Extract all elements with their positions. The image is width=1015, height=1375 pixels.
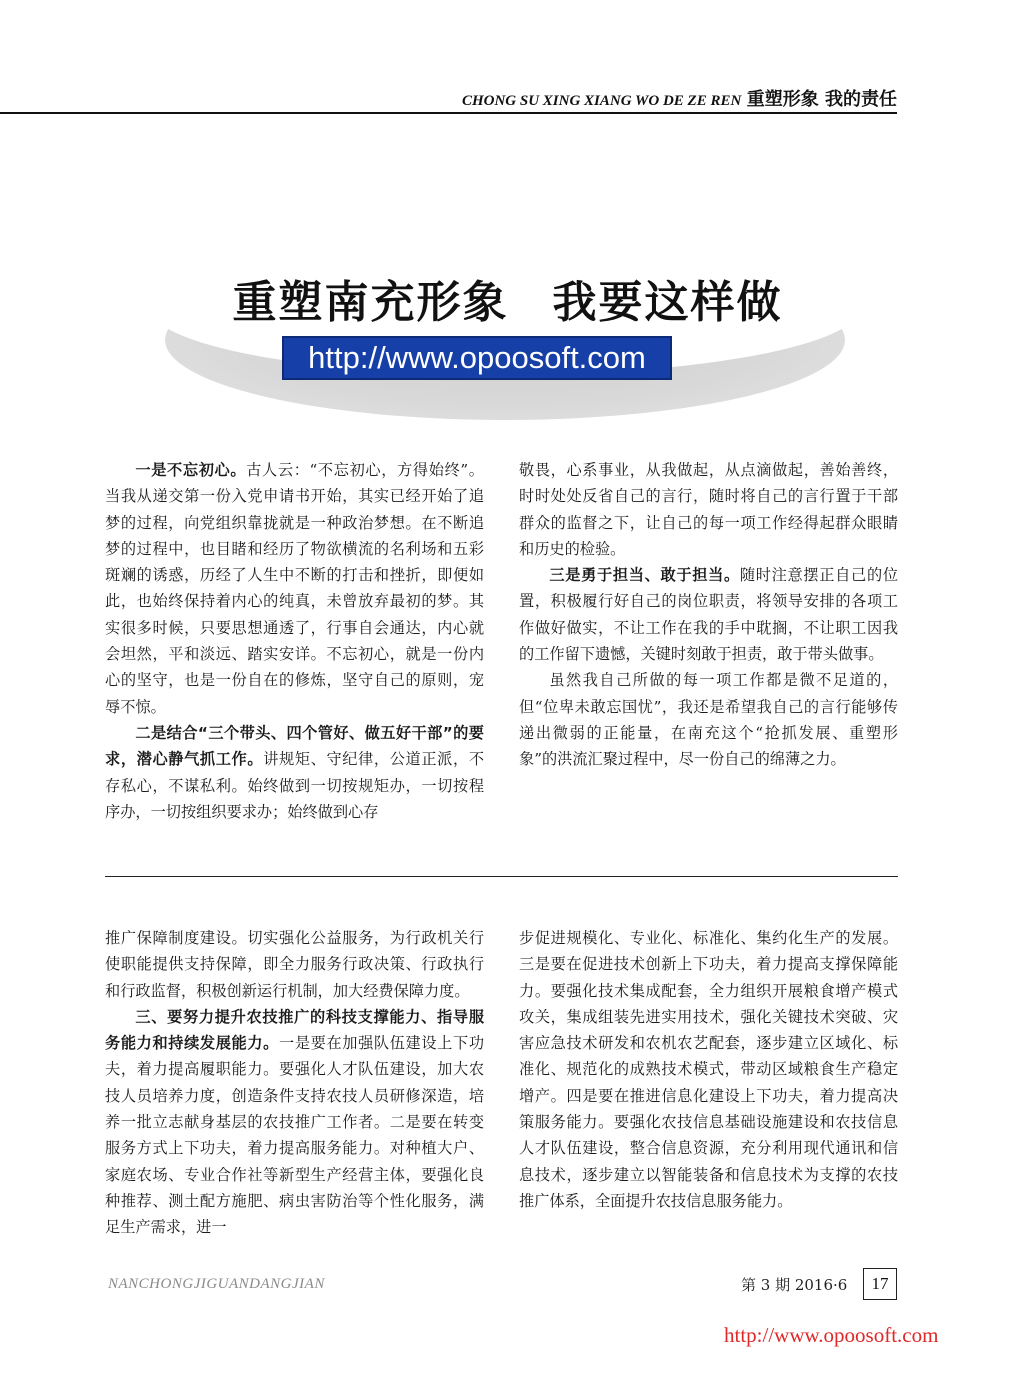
section-column-right — [519, 925, 898, 1214]
header-rule — [0, 112, 897, 114]
header-column-title: 重塑形象 我的责任 — [746, 89, 897, 110]
running-header — [462, 86, 897, 114]
paragraph — [105, 720, 484, 825]
paragraph-lead: 二是结合“三个带头、四个管好、做五好干部”的要求，潜心静气抓工作。 — [105, 723, 484, 769]
paragraph-text: 讲规矩、守纪律，公道正派，不存私心，不谋私利。始终做到一切按规矩办，一切按程序办，一切按组织要求办；始终做到心存 — [105, 750, 485, 821]
article-column-right — [519, 457, 898, 773]
paragraph — [519, 457, 898, 562]
paragraph — [519, 925, 898, 1214]
issue-label: 第 3 期 2016·6 — [741, 1276, 848, 1294]
page-number: 17 — [863, 1268, 897, 1300]
article-column-left — [105, 457, 484, 825]
watermark-url-link[interactable]: http://www.opoosoft.com — [724, 1323, 939, 1347]
paragraph — [519, 562, 898, 667]
paragraph-text: 随时注意摆正自己的位置，积极履行好自己的岗位职责，将领导安排的各项工作做好做实，不让工作在我的手中耽搁，不让职工因我的工作留下遗憾，关键时刻敢于担责，敢于带头做事。 — [519, 566, 899, 664]
paragraph-text: 步促进规模化、专业化、标准化、集约化生产的发展。三是要在促进技术创新上下功夫，着力提高支撑保障能力。要强化技术集成配套，全力组织开展粮食增产模式攻关，集成组装先进实用技术，强化关键技术突破、灾害应急技术研发和农机农艺配套，逐步建立区域化、标准化、规范化的成熟技术模式，带动区域粮食生产稳定增产。四是要在推进信息化建设上下功夫，着力提高决策服务能力。要强化农技信息基础设施建设和农技信息人才队伍建设，整合信息资源，充分利用现代通讯和信息技术，逐步建立以智能装备和信息技术为支撑的农技推广体系，全面提升农技信息服务能力。 — [519, 929, 898, 1210]
paragraph-text: 推广保障制度建设。切实强化公益服务，为行政机关行使职能提供支持保障，即全力服务行政决策、行政执行和行政监督，积极创新运行机制，加大经费保障力度。 — [105, 929, 484, 1000]
journal-name: NANCHONGJIGUANDANGJIAN — [108, 1276, 325, 1292]
paragraph-lead: 三是勇于担当、敢于担当。 — [549, 566, 740, 585]
paragraph — [519, 667, 898, 772]
paragraph-text: 敬畏，心系事业，从我做起，从点滴做起，善始善终，时时处处反省自己的言行，随时将自己的言行置于干部群众的监督之下，让自己的每一项工作经得起群众眼睛和历史的检验。 — [519, 461, 898, 558]
section-column-left — [105, 925, 484, 1241]
header-pinyin: CHONG SU XING XIANG WO DE ZE REN — [461, 93, 742, 109]
paragraph — [105, 1004, 484, 1241]
paragraph-text: 古人云：“不忘初心，方得始终”。当我从递交第一份入党申请书开始，其实已经开始了追梦的过程，向党组织靠拢就是一种政治梦想。在不断追梦的过程中，也目睹和经历了物欲横流的名利场和五彩斑斓的诱惑，历经了人生中不断的打击和挫折，即便如此，也始终保持着内心的纯真，未曾放弃最初的梦。其实很多时候，只要思想通透了，行事自会通达，内心就会坦然，平和淡远、踏实安详。不忘初心，就是一份内心的坚守，也是一份自在的修炼，坚守自己的原则，宠辱不惊。 — [105, 461, 484, 716]
paragraph-lead: 一是不忘初心。 — [135, 461, 247, 479]
paragraph — [105, 457, 484, 720]
article-title-part1: 重塑南充形象 — [232, 277, 509, 328]
article-title-part2: 我要这样做 — [552, 277, 783, 328]
section-divider — [105, 876, 898, 877]
watermark-url-badge[interactable]: http://www.opoosoft.com — [282, 336, 672, 380]
article-title — [0, 266, 1015, 330]
paragraph — [105, 925, 484, 1004]
paragraph-lead: 三、要努力提升农技推广的科技支撑能力、指导服务能力和持续发展能力。 — [105, 1007, 484, 1053]
paragraph-text: 一是要在加强队伍建设上下功夫，着力提高履职能力。要强化人才队伍建设，加大农技人员培养力度，创造条件支持农技人员研修深造，培养一批立志献身基层的农技推广工作者。二是要在转变服务方式上下功夫，着力提高服务能力。对种植大户、家庭农场、专业合作社等新型生产经营主体，要强化良种推荐、测土配方施肥、病虫害防治等个性化服务，满足生产需求，进一 — [105, 1034, 485, 1237]
paragraph-text: 虽然我自己所做的每一项工作都是微不足道的，但“位卑未敢忘国忧”，我还是希望我自己的言行能够传递出微弱的正能量，在南充这个“抢抓发展、重塑形象”的洪流汇聚过程中，尽一份自己的绵薄之力。 — [519, 671, 898, 769]
